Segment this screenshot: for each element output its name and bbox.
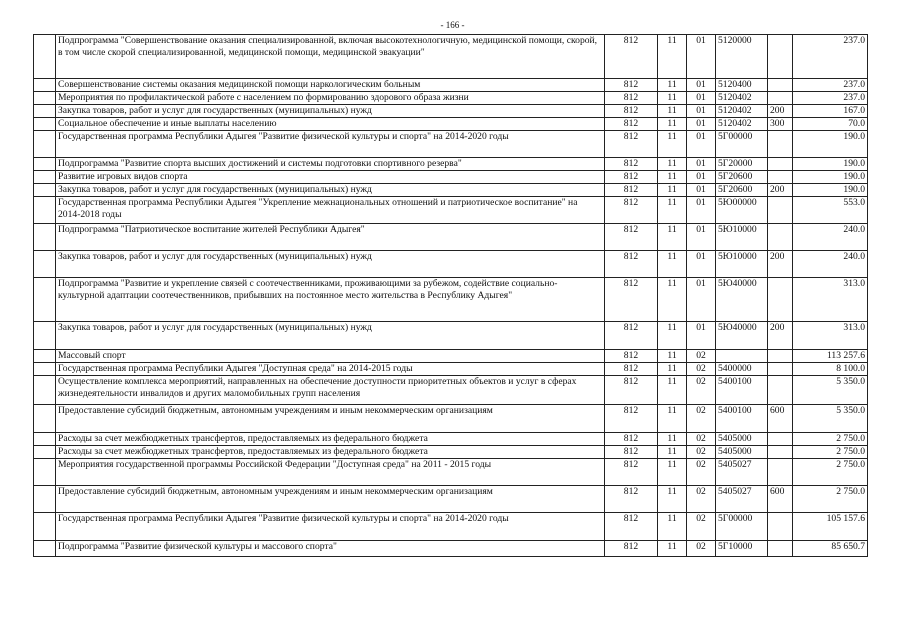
table-row [34, 92, 868, 105]
section-code-cell: 11 [658, 224, 687, 251]
amount-cell: 2 750.0 [793, 446, 868, 459]
amount-cell: 2 750.0 [793, 486, 868, 513]
item-name-cell: Государственная программа Республики Адыгея "Укрепление межнациональных отношений и патриотическое воспитание" на 2014-2018 годы [56, 197, 605, 224]
row-marker-cell [34, 92, 56, 105]
target-article-cell: 5400100 [716, 405, 768, 433]
item-name-cell: Предоставление субсидий бюджетным, автономным учреждениям и иным некоммерческим организациям [56, 486, 605, 513]
row-marker-cell [34, 513, 56, 541]
section-code-cell: 11 [658, 405, 687, 433]
expense-type-cell [768, 224, 793, 251]
grbs-code-cell: 812 [605, 486, 658, 513]
row-marker-cell [34, 405, 56, 433]
target-article-cell: 5120000 [716, 35, 768, 79]
item-name-cell: Государственная программа Республики Адыгея "Развитие физической культуры и спорта" на 2014-2020 годы [56, 513, 605, 541]
grbs-code-cell: 812 [605, 171, 658, 184]
section-code-cell: 11 [658, 92, 687, 105]
section-code-cell: 11 [658, 446, 687, 459]
amount-cell: 5 350.0 [793, 376, 868, 405]
row-marker-cell [34, 251, 56, 278]
item-name-cell: Социальное обеспечение и иные выплаты населению [56, 118, 605, 131]
item-name-cell: Подпрограмма "Совершенствование оказания специализированной, включая высокотехнологичную, медицинской помощи, скорой, в том числе скорой специализированной, медицинской помощи, медицинской эвакуации" [56, 35, 605, 79]
section-code-cell: 11 [658, 105, 687, 118]
amount-cell: 105 157.6 [793, 513, 868, 541]
item-name-cell: Массовый спорт [56, 350, 605, 363]
target-article-cell: 5Г20000 [716, 158, 768, 171]
section-code-cell: 11 [658, 433, 687, 446]
target-article-cell: 5120402 [716, 92, 768, 105]
expense-type-cell [768, 350, 793, 363]
subsection-code-cell: 01 [687, 322, 716, 350]
expense-type-cell: 200 [768, 251, 793, 278]
item-name-cell: Подпрограмма "Развитие спорта высших достижений и системы подготовки спортивного резерва" [56, 158, 605, 171]
section-code-cell: 11 [658, 35, 687, 79]
expense-type-cell: 600 [768, 486, 793, 513]
row-marker-cell [34, 184, 56, 197]
expense-type-cell [768, 459, 793, 486]
row-marker-cell [34, 197, 56, 224]
table-row [34, 79, 868, 92]
amount-cell: 240.0 [793, 251, 868, 278]
table-row [34, 158, 868, 171]
subsection-code-cell: 01 [687, 35, 716, 79]
grbs-code-cell: 812 [605, 363, 658, 376]
amount-cell: 240.0 [793, 224, 868, 251]
table-row [34, 405, 868, 433]
amount-cell: 85 650.7 [793, 541, 868, 557]
row-marker-cell [34, 376, 56, 405]
amount-cell: 167.0 [793, 105, 868, 118]
target-article-cell: 5Ю00000 [716, 197, 768, 224]
target-article-cell: 5Г20600 [716, 171, 768, 184]
section-code-cell: 11 [658, 171, 687, 184]
target-article-cell: 5Г00000 [716, 131, 768, 158]
section-code-cell: 11 [658, 376, 687, 405]
subsection-code-cell: 01 [687, 224, 716, 251]
target-article-cell: 5405027 [716, 486, 768, 513]
expense-type-cell [768, 541, 793, 557]
grbs-code-cell: 812 [605, 35, 658, 79]
subsection-code-cell: 01 [687, 158, 716, 171]
item-name-cell: Мероприятия государственной программы Российской Федерации "Доступная среда" на 2011 - 2015 годы [56, 459, 605, 486]
item-name-cell: Закупка товаров, работ и услуг для государственных (муниципальных) нужд [56, 105, 605, 118]
budget-table [33, 34, 868, 557]
target-article-cell: 5405000 [716, 433, 768, 446]
section-code-cell: 11 [658, 79, 687, 92]
subsection-code-cell: 01 [687, 131, 716, 158]
subsection-code-cell: 02 [687, 459, 716, 486]
grbs-code-cell: 812 [605, 131, 658, 158]
row-marker-cell [34, 278, 56, 322]
target-article-cell: 5405027 [716, 459, 768, 486]
grbs-code-cell: 812 [605, 459, 658, 486]
amount-cell: 553.0 [793, 197, 868, 224]
subsection-code-cell: 02 [687, 350, 716, 363]
subsection-code-cell: 01 [687, 184, 716, 197]
section-code-cell: 11 [658, 278, 687, 322]
row-marker-cell [34, 35, 56, 79]
section-code-cell: 11 [658, 184, 687, 197]
amount-cell: 313.0 [793, 322, 868, 350]
item-name-cell: Подпрограмма "Развитие и укрепление связей с соотечественниками, проживающими за рубежом, содействие социально-культурной адаптации соотечественников, прибывших на постоянное место жительства в Республику Адыгея" [56, 278, 605, 322]
subsection-code-cell: 02 [687, 446, 716, 459]
grbs-code-cell: 812 [605, 158, 658, 171]
expense-type-cell [768, 158, 793, 171]
row-marker-cell [34, 433, 56, 446]
subsection-code-cell: 01 [687, 105, 716, 118]
row-marker-cell [34, 118, 56, 131]
section-code-cell: 11 [658, 251, 687, 278]
subsection-code-cell: 01 [687, 251, 716, 278]
row-marker-cell [34, 446, 56, 459]
expense-type-cell [768, 131, 793, 158]
item-name-cell: Государственная программа Республики Адыгея "Доступная среда" на 2014-2015 годы [56, 363, 605, 376]
item-name-cell: Закупка товаров, работ и услуг для государственных (муниципальных) нужд [56, 322, 605, 350]
target-article-cell: 5Ю40000 [716, 322, 768, 350]
table-row [34, 363, 868, 376]
subsection-code-cell: 01 [687, 197, 716, 224]
expense-type-cell: 200 [768, 184, 793, 197]
row-marker-cell [34, 131, 56, 158]
section-code-cell: 11 [658, 322, 687, 350]
target-article-cell: 5Г00000 [716, 513, 768, 541]
grbs-code-cell: 812 [605, 376, 658, 405]
table-row [34, 35, 868, 79]
expense-type-cell [768, 35, 793, 79]
table-row [34, 224, 868, 251]
amount-cell: 70.0 [793, 118, 868, 131]
row-marker-cell [34, 363, 56, 376]
amount-cell: 313.0 [793, 278, 868, 322]
target-article-cell: 5400100 [716, 376, 768, 405]
expense-type-cell [768, 197, 793, 224]
row-marker-cell [34, 158, 56, 171]
expense-type-cell [768, 433, 793, 446]
item-name-cell: Предоставление субсидий бюджетным, автономным учреждениям и иным некоммерческим организациям [56, 405, 605, 433]
amount-cell: 190.0 [793, 131, 868, 158]
expense-type-cell [768, 513, 793, 541]
grbs-code-cell: 812 [605, 278, 658, 322]
grbs-code-cell: 812 [605, 251, 658, 278]
grbs-code-cell: 812 [605, 197, 658, 224]
section-code-cell: 11 [658, 486, 687, 513]
table-row [34, 459, 868, 486]
amount-cell: 190.0 [793, 184, 868, 197]
subsection-code-cell: 01 [687, 171, 716, 184]
subsection-code-cell: 02 [687, 513, 716, 541]
grbs-code-cell: 812 [605, 322, 658, 350]
row-marker-cell [34, 486, 56, 513]
section-code-cell: 11 [658, 363, 687, 376]
subsection-code-cell: 01 [687, 79, 716, 92]
item-name-cell: Развитие игровых видов спорта [56, 171, 605, 184]
amount-cell: 113 257.6 [793, 350, 868, 363]
section-code-cell: 11 [658, 131, 687, 158]
section-code-cell: 11 [658, 459, 687, 486]
section-code-cell: 11 [658, 118, 687, 131]
table-row [34, 486, 868, 513]
subsection-code-cell: 01 [687, 278, 716, 322]
table-row [34, 184, 868, 197]
grbs-code-cell: 812 [605, 184, 658, 197]
target-article-cell: 5405000 [716, 446, 768, 459]
expense-type-cell [768, 92, 793, 105]
section-code-cell: 11 [658, 350, 687, 363]
subsection-code-cell: 01 [687, 118, 716, 131]
table-row [34, 446, 868, 459]
row-marker-cell [34, 171, 56, 184]
expense-type-cell [768, 171, 793, 184]
expense-type-cell [768, 79, 793, 92]
table-row [34, 105, 868, 118]
item-name-cell: Закупка товаров, работ и услуг для государственных (муниципальных) нужд [56, 251, 605, 278]
expense-type-cell [768, 278, 793, 322]
amount-cell: 2 750.0 [793, 433, 868, 446]
subsection-code-cell: 02 [687, 486, 716, 513]
target-article-cell: 5120402 [716, 105, 768, 118]
section-code-cell: 11 [658, 541, 687, 557]
table-row [34, 131, 868, 158]
subsection-code-cell: 02 [687, 376, 716, 405]
item-name-cell: Мероприятия по профилактической работе с населением по формированию здорового образа жизни [56, 92, 605, 105]
expense-type-cell: 600 [768, 405, 793, 433]
grbs-code-cell: 812 [605, 224, 658, 251]
subsection-code-cell: 02 [687, 433, 716, 446]
expense-type-cell [768, 363, 793, 376]
target-article-cell: 5120400 [716, 79, 768, 92]
row-marker-cell [34, 541, 56, 557]
table-row [34, 171, 868, 184]
target-article-cell: 5Ю10000 [716, 251, 768, 278]
item-name-cell: Подпрограмма "Развитие физической культуры и массового спорта" [56, 541, 605, 557]
grbs-code-cell: 812 [605, 79, 658, 92]
page-number: - 166 - [440, 20, 465, 30]
grbs-code-cell: 812 [605, 446, 658, 459]
item-name-cell: Расходы за счет межбюджетных трансфертов, предоставляемых из федерального бюджета [56, 446, 605, 459]
table-row [34, 433, 868, 446]
item-name-cell: Закупка товаров, работ и услуг для государственных (муниципальных) нужд [56, 184, 605, 197]
expense-type-cell: 200 [768, 322, 793, 350]
table-row [34, 278, 868, 322]
grbs-code-cell: 812 [605, 92, 658, 105]
grbs-code-cell: 812 [605, 433, 658, 446]
item-name-cell: Государственная программа Республики Адыгея "Развитие физической культуры и спорта" на 2014-2020 годы [56, 131, 605, 158]
grbs-code-cell: 812 [605, 105, 658, 118]
target-article-cell: 5Г20600 [716, 184, 768, 197]
expense-type-cell: 200 [768, 105, 793, 118]
table-row [34, 350, 868, 363]
subsection-code-cell: 02 [687, 405, 716, 433]
subsection-code-cell: 01 [687, 92, 716, 105]
expense-type-cell [768, 376, 793, 405]
budget-table-body [34, 35, 868, 557]
grbs-code-cell: 812 [605, 541, 658, 557]
grbs-code-cell: 812 [605, 118, 658, 131]
target-article-cell [716, 350, 768, 363]
section-code-cell: 11 [658, 158, 687, 171]
amount-cell: 237.0 [793, 92, 868, 105]
table-row [34, 197, 868, 224]
target-article-cell: 5120402 [716, 118, 768, 131]
amount-cell: 190.0 [793, 171, 868, 184]
table-row [34, 376, 868, 405]
row-marker-cell [34, 459, 56, 486]
item-name-cell: Совершенствование системы оказания медицинской помощи наркологическим больным [56, 79, 605, 92]
amount-cell: 237.0 [793, 35, 868, 79]
amount-cell: 2 750.0 [793, 459, 868, 486]
expense-type-cell [768, 446, 793, 459]
row-marker-cell [34, 350, 56, 363]
amount-cell: 5 350.0 [793, 405, 868, 433]
table-row [34, 541, 868, 557]
target-article-cell: 5Ю10000 [716, 224, 768, 251]
table-row [34, 513, 868, 541]
section-code-cell: 11 [658, 513, 687, 541]
amount-cell: 190.0 [793, 158, 868, 171]
row-marker-cell [34, 79, 56, 92]
item-name-cell: Осуществление комплекса мероприятий, направленных на обеспечение доступности приоритетных объектов и услуг в сферах жизнедеятельности инвалидов и других маломобильных групп населения [56, 376, 605, 405]
subsection-code-cell: 02 [687, 541, 716, 557]
amount-cell: 8 100.0 [793, 363, 868, 376]
item-name-cell: Расходы за счет межбюджетных трансфертов, предоставляемых из федерального бюджета [56, 433, 605, 446]
row-marker-cell [34, 224, 56, 251]
expense-type-cell: 300 [768, 118, 793, 131]
grbs-code-cell: 812 [605, 350, 658, 363]
table-row [34, 118, 868, 131]
target-article-cell: 5Г10000 [716, 541, 768, 557]
amount-cell: 237.0 [793, 79, 868, 92]
subsection-code-cell: 02 [687, 363, 716, 376]
table-row [34, 251, 868, 278]
target-article-cell: 5Ю40000 [716, 278, 768, 322]
section-code-cell: 11 [658, 197, 687, 224]
row-marker-cell [34, 105, 56, 118]
item-name-cell: Подпрограмма "Патриотическое воспитание жителей Республики Адыгея" [56, 224, 605, 251]
grbs-code-cell: 812 [605, 405, 658, 433]
grbs-code-cell: 812 [605, 513, 658, 541]
table-row [34, 322, 868, 350]
row-marker-cell [34, 322, 56, 350]
target-article-cell: 5400000 [716, 363, 768, 376]
